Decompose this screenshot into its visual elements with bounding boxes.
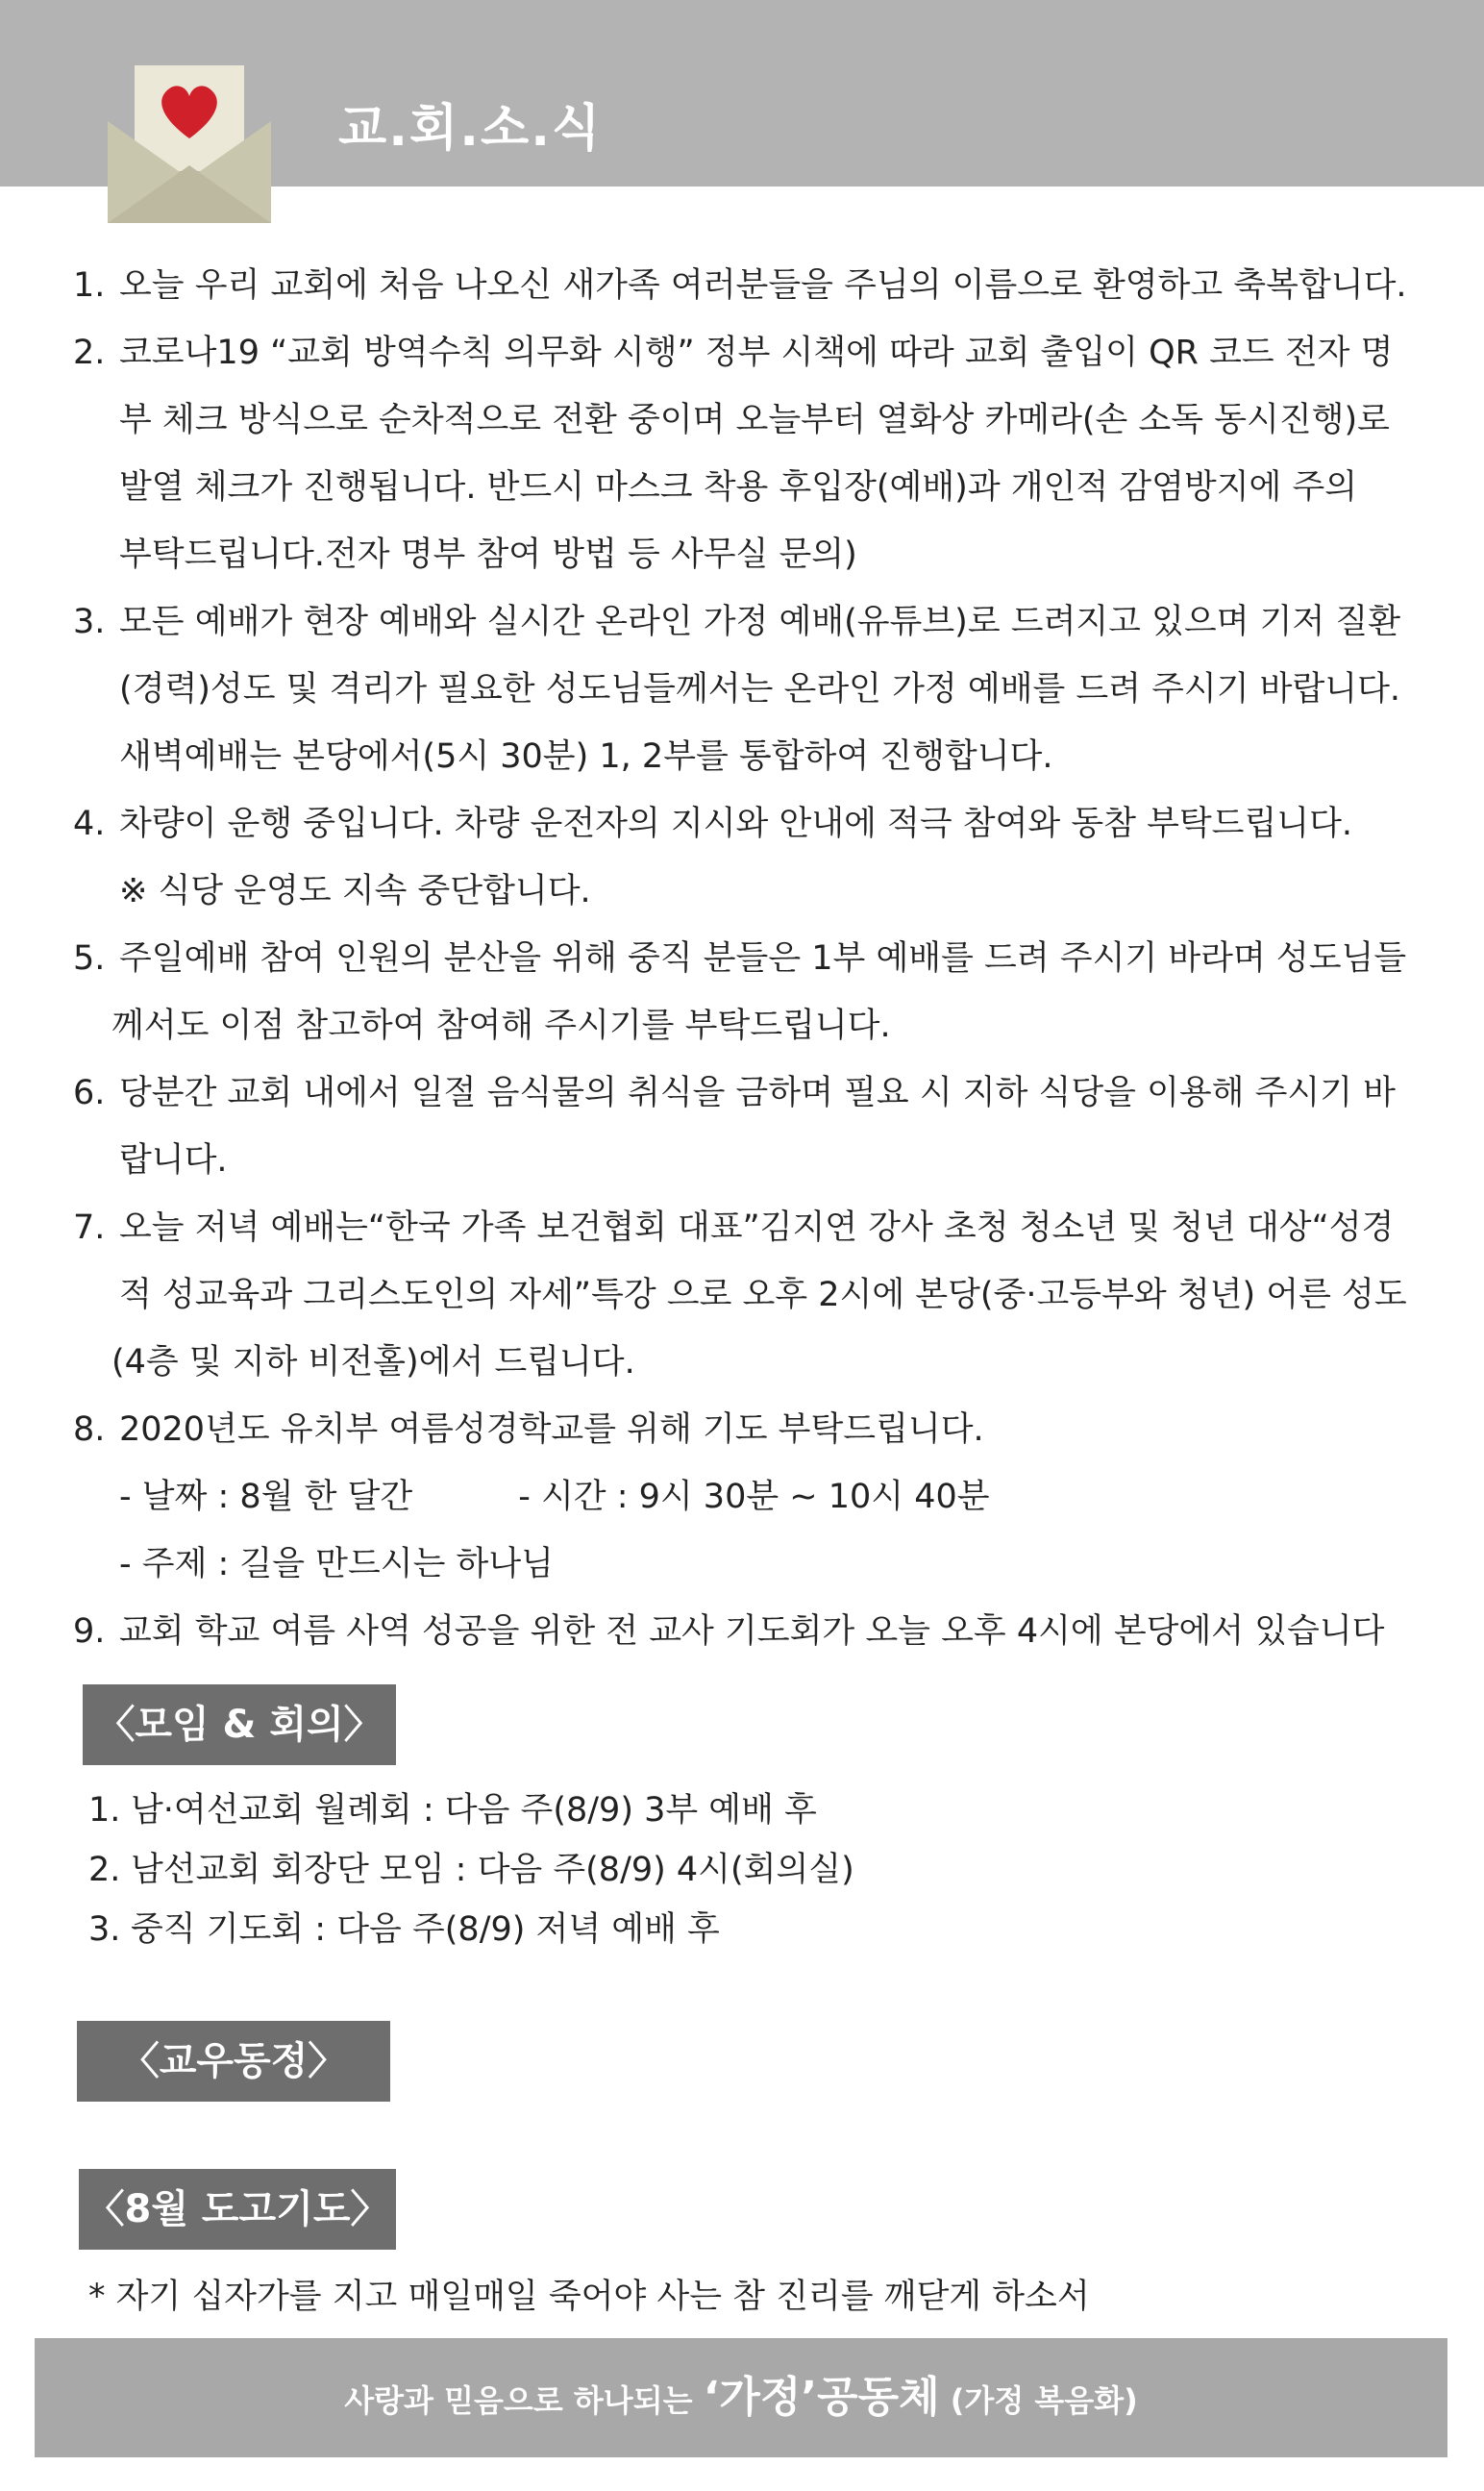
notice-number: 8. — [73, 1410, 106, 1449]
notice-number: 4. — [73, 805, 106, 843]
notice-number: 7. — [73, 1208, 106, 1247]
notice-line: 차량이 운행 중입니다. 차량 운전자의 지시와 안내에 적극 참여와 동참 부탁드립니다. — [119, 805, 1353, 843]
footer-slogan-end: (가정 복음화) — [939, 2382, 1138, 2419]
notice-list — [73, 252, 1419, 1665]
meeting-item-2 — [88, 1840, 1338, 1900]
notice-line: ※ 식당 운영도 지속 중단합니다. — [119, 872, 591, 910]
footer-slogan-community: 공동체 — [817, 2373, 940, 2422]
notice-line: 2020년도 유치부 여름성경학교를 위해 기도 부탁드립니다. — [119, 1410, 984, 1449]
notice-line: 부 체크 방식으로 순차적으로 전환 중이며 오늘부터 열화상 카메라(손 소독 동시진행)로 — [119, 401, 1390, 439]
notice-line: 께서도 이점 참고하여 참여해 주시기를 부탁드립니다. — [111, 1007, 891, 1045]
notice-number: 6. — [73, 1074, 106, 1112]
notice-line: 부탁드립니다.전자 명부 참여 방법 등 사무실 문의) — [119, 536, 857, 574]
time-item: - 시간 : 9시 30분 ~ 10시 40분 — [518, 1478, 990, 1516]
notice-item-1 — [73, 252, 1419, 319]
notice-number: 5. — [73, 939, 106, 978]
notice-number: 2. — [73, 334, 106, 372]
notice-line: (경력)성도 및 격리가 필요한 성도님들께서는 온라인 가정 예배를 드려 주시기 바랍니다. — [119, 670, 1401, 709]
notice-number: 1. — [73, 266, 106, 305]
meeting-number: 3. — [88, 1910, 121, 1949]
theme-item: - 주제 : 길을 만드시는 하나님 — [119, 1545, 554, 1583]
notice-item-6 — [73, 1059, 1419, 1194]
footer-slogan-start: 사랑과 믿음으로 하나되는 — [344, 2382, 704, 2419]
notice-line: 교회 학교 여름 사역 성공을 위한 전 교사 기도회가 오늘 오후 4시에 본당에서 있습니다 — [119, 1612, 1385, 1651]
notice-item-8 — [73, 1396, 1419, 1598]
notice-subline — [73, 1463, 1419, 1531]
notice-line: 오늘 우리 교회에 처음 나오신 새가족 여러분들을 주님의 이름으로 환영하고 축복합니다. — [119, 266, 1407, 305]
meeting-text: 중직 기도회 : 다음 주(8/9) 저녁 예배 후 — [131, 1910, 720, 1949]
notice-line: (4층 및 지하 비전홀)에서 드립니다. — [111, 1343, 635, 1382]
notice-line: 오늘 저녁 예배는“한국 가족 보건협회 대표”김지연 강사 초청 청소년 및 청년 대상“성경 — [119, 1208, 1395, 1247]
notice-number: 3. — [73, 603, 106, 641]
notice-line: 새벽예배는 본당에서(5시 30분) 1, 2부를 통합하여 진행합니다. — [119, 737, 1053, 776]
notice-item-7 — [73, 1194, 1419, 1396]
notice-line: 모든 예배가 현장 예배와 실시간 온라인 가정 예배(유튜브)로 드려지고 있으며 기저 질환 — [119, 603, 1401, 641]
footer-slogan-family: ‘가정’ — [703, 2373, 818, 2422]
notice-item-2 — [73, 319, 1419, 588]
notice-item-3 — [73, 588, 1419, 790]
notice-number: 9. — [73, 1612, 106, 1651]
notice-item-5 — [73, 925, 1419, 1059]
footer-banner — [35, 2338, 1447, 2457]
date-item: - 날짜 : 8월 한 달간 — [119, 1478, 413, 1516]
members-section-tag: 〈교우동정〉 — [77, 2021, 390, 2102]
prayer-text: * 자기 십자가를 지고 매일매일 죽어야 사는 참 진리를 깨닫게 하소서 — [88, 2278, 1090, 2316]
meetings-section-tag: 〈모임 & 회의〉 — [83, 1684, 396, 1765]
notice-line: 적 성교육과 그리스도인의 자세”특강 으로 오후 2시에 본당(중·고등부와 청년) 어른 성도 — [119, 1276, 1407, 1314]
meeting-number: 1. — [88, 1791, 121, 1830]
page-title: 교.회.소.식 — [338, 100, 603, 158]
notice-line: 코로나19 “교회 방역수칙 의무화 시행” 정부 시책에 따라 교회 출입이 QR 코드 전자 명 — [119, 334, 1394, 372]
meeting-item-3 — [88, 1900, 1338, 1959]
notice-line: 랍니다. — [119, 1141, 228, 1180]
notice-line: 발열 체크가 진행됩니다. 반드시 마스크 착용 후입장(예배)과 개인적 감염방지에 주의 — [119, 468, 1358, 507]
heart-envelope-icon — [108, 65, 271, 223]
notice-item-9 — [73, 1598, 1419, 1665]
meeting-number: 2. — [88, 1851, 121, 1889]
meeting-text: 남선교회 회장단 모임 : 다음 주(8/9) 4시(회의실) — [131, 1851, 854, 1889]
notice-line: 당분간 교회 내에서 일절 음식물의 취식을 금하며 필요 시 지하 식당을 이용해 주시기 바 — [119, 1074, 1396, 1112]
notice-line: 주일예배 참여 인원의 분산을 위해 중직 분들은 1부 예배를 드려 주시기 바라며 성도님들 — [119, 939, 1407, 978]
meeting-list — [88, 1781, 1338, 1959]
meeting-text: 남·여선교회 월례회 : 다음 주(8/9) 3부 예배 후 — [131, 1791, 817, 1830]
prayer-section-tag: 〈8월 도고기도〉 — [79, 2169, 396, 2250]
notice-item-4 — [73, 790, 1419, 925]
meeting-item-1 — [88, 1781, 1338, 1840]
